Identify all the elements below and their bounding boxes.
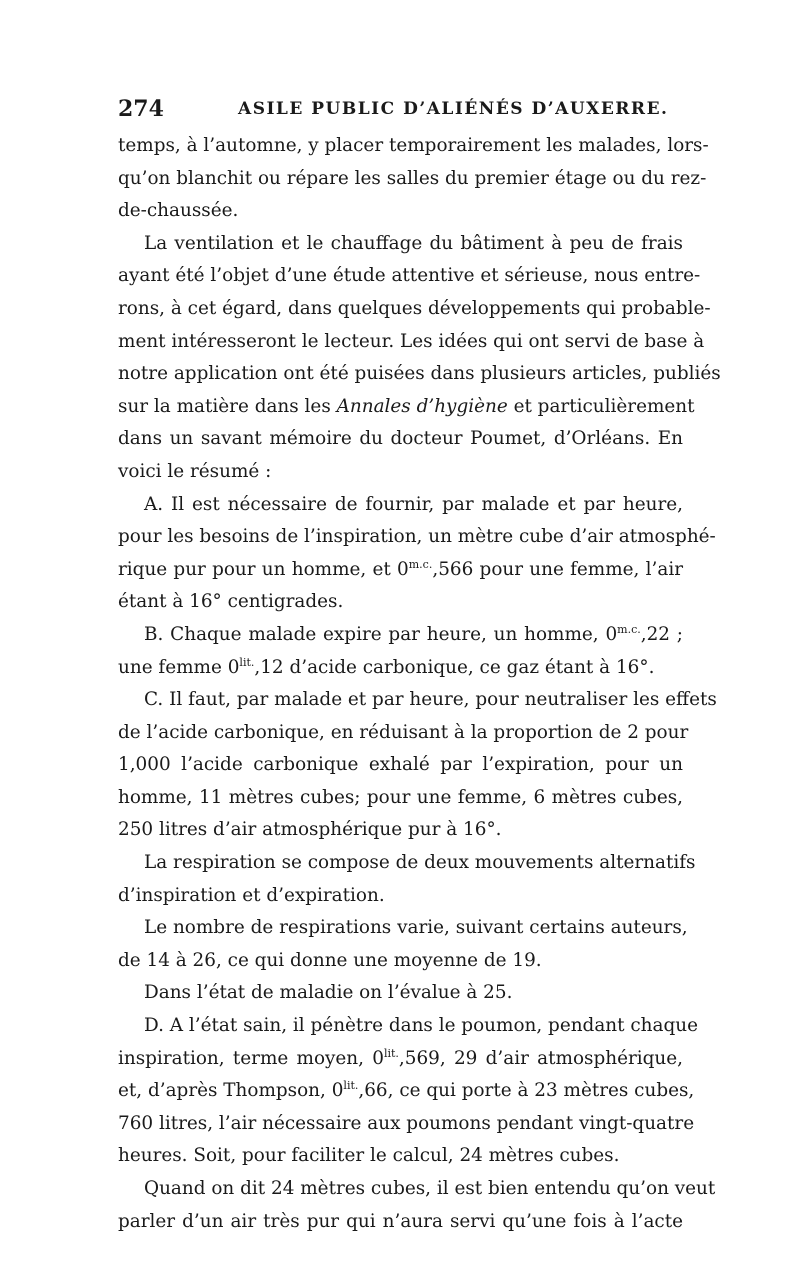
text-line: et, d’après Thompson, $0^{lit.},66$, ce qui porte à 23 mètres cubes, xyxy=(118,1079,695,1102)
text-line: pour les besoins de l’inspiration, un mètre cube d’air atmosphé- xyxy=(118,526,716,548)
text-line: temps, à l’automne, y placer temporairement les malades, lors- xyxy=(118,135,709,156)
page-number: 274 xyxy=(118,96,164,122)
paragraph-start-line: La ventilation et le chauffage du bâtiment à peu de frais xyxy=(144,232,683,254)
text-line: 760 litres, l’air nécessaire aux poumons pendant vingt-quatre xyxy=(118,1112,695,1134)
running-header xyxy=(118,96,683,126)
text-line: de 14 à 26, ce qui donne une moyenne de 19. xyxy=(118,949,542,971)
text-line: rique pur pour un homme, et $0^{m.c.},566$ pour une femme, l’air xyxy=(118,557,684,580)
paragraph-start-line: Quand on dit 24 mètres cubes, il est bien entendu qu’on veut xyxy=(144,1178,716,1199)
paragraph-start-line: La respiration se compose de deux mouvements alternatifs xyxy=(144,852,696,874)
paragraph-start-line: Dans l’état de maladie on l’évalue à 25. xyxy=(144,982,513,1004)
text-line: de l’acide carbonique, en réduisant à la proportion de 2 pour xyxy=(118,721,689,743)
text-line: qu’on blanchit ou répare les salles du premier étage ou du rez- xyxy=(118,167,707,189)
text-line: dans un savant mémoire du docteur Poumet, d’Orléans. En xyxy=(118,428,683,450)
text-line: rons, à cet égard, dans quelques développements qui probable- xyxy=(118,297,711,319)
unit-superscript: m.c. xyxy=(617,622,641,636)
text-line: heures. Soit, pour faciliter le calcul, 24 mètres cubes. xyxy=(118,1145,620,1167)
paragraph-b-line: B. Chaque malade expire par heure, un homme, $0^{m.c.},22$ ; xyxy=(144,622,683,645)
text-line: inspiration, terme moyen, $0^{lit.},569$, 29 d’air atmosphérique, xyxy=(118,1046,683,1069)
journal-title: Annales d’hygiène xyxy=(336,395,508,417)
paragraph-c-line: C. Il faut, par malade et par heure, pour neutraliser les effets xyxy=(144,689,717,711)
text-line: homme, 11 mètres cubes; pour une femme, 6 mètres cubes, xyxy=(118,786,683,808)
unit-superscript: lit. xyxy=(383,1046,399,1060)
text-line: étant à 16° centigrades. xyxy=(118,591,344,613)
body-text xyxy=(118,130,721,1238)
paragraph-a-line: A. Il est nécessaire de fournir, par malade et par heure, xyxy=(144,493,683,515)
unit-superscript: lit. xyxy=(239,655,255,669)
text-line: d’inspiration et d’expiration. xyxy=(118,884,385,906)
text-line: notre application ont été puisées dans plusieurs articles, publiés xyxy=(118,363,721,385)
text-line: une femme $0^{lit.},12$ d’acide carbonique, ce gaz étant à 16°. xyxy=(118,655,655,678)
text-line: ment intéresseront le lecteur. Les idées qui ont servi de base à xyxy=(118,330,705,352)
text-line: voici le résumé : xyxy=(118,460,272,482)
unit-superscript: m.c. xyxy=(408,557,433,571)
text-line: sur la matière dans les Annales d’hygiène et particulièrement xyxy=(118,395,695,417)
text-line: ayant été l’objet d’une étude attentive et sérieuse, nous entre- xyxy=(118,265,701,287)
text-line: parler d’un air très pur qui n’aura servi qu’une fois à l’acte xyxy=(118,1210,683,1232)
text-line: 1,000 l’acide carbonique exhalé par l’expiration, pour un xyxy=(118,754,683,776)
text-line: 250 litres d’air atmosphérique pur à 16°. xyxy=(118,819,502,841)
paragraph-d-line: D. A l’état sain, il pénètre dans le poumon, pendant chaque xyxy=(144,1015,698,1037)
text-line: de-chaussée. xyxy=(118,200,239,222)
unit-superscript: lit. xyxy=(343,1079,359,1093)
running-title: ASILE PUBLIC D’ALIÉNÉS D’AUXERRE. xyxy=(238,99,669,119)
paragraph-start-line: Le nombre de respirations varie, suivant certains auteurs, xyxy=(144,917,688,939)
